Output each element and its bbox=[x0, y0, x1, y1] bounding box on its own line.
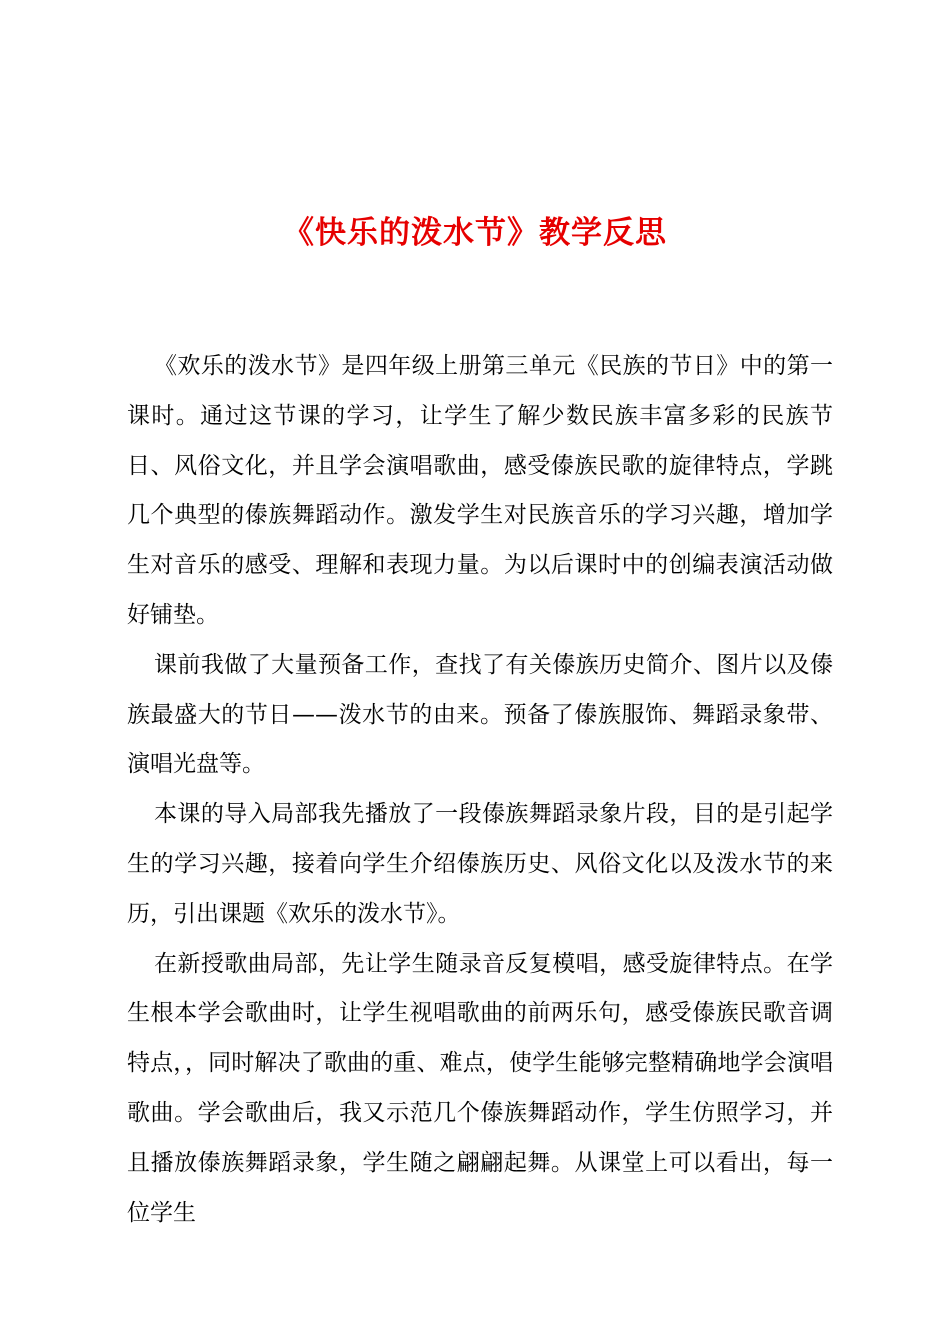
document-title: 《快乐的泼水节》教学反思 bbox=[283, 215, 667, 251]
paragraph-intro: 《欢乐的泼水节》是四年级上册第三单元《民族的节日》中的第一课时。通过这节课的学习，让学生了解少数民族丰富多彩的民族节日、风俗文化，并且学会演唱歌曲，感受傣族民歌的旋律特点，学跳几个典型的傣族舞蹈动作。激发学生对民族音乐的学习兴趣，增加学生对音乐的感受、理解和表现力量。为以后课时中的创编表演活动做好铺垫。 bbox=[127, 353, 833, 628]
document-body bbox=[127, 342, 833, 1238]
paragraph-introduction: 本课的导入局部我先播放了一段傣族舞蹈录象片段，目的是引起学生的学习兴趣，接着向学生介绍傣族历史、风俗文化以及泼水节的来历，引出课题《欢乐的泼水节》。 bbox=[127, 801, 833, 927]
paragraph-preparation: 课前我做了大量预备工作，查找了有关傣族历史简介、图片以及傣族最盛大的节日——泼水节的由来。预备了傣族服饰、舞蹈录象带、演唱光盘等。 bbox=[127, 651, 833, 778]
paragraph-new-song: 在新授歌曲局部，先让学生随录音反复模唱，感受旋律特点。在学生根本学会歌曲时，让学生视唱歌曲的前两乐句，感受傣族民歌音调特点，，同时解决了歌曲的重、难点，使学生能够完整精确地学会演唱歌曲。学会歌曲后，我又示范几个傣族舞蹈动作，学生仿照学习，并且播放傣族舞蹈录象，学生随之翩翩起舞。从课堂上可以看出，每一位学生 bbox=[127, 950, 833, 1226]
